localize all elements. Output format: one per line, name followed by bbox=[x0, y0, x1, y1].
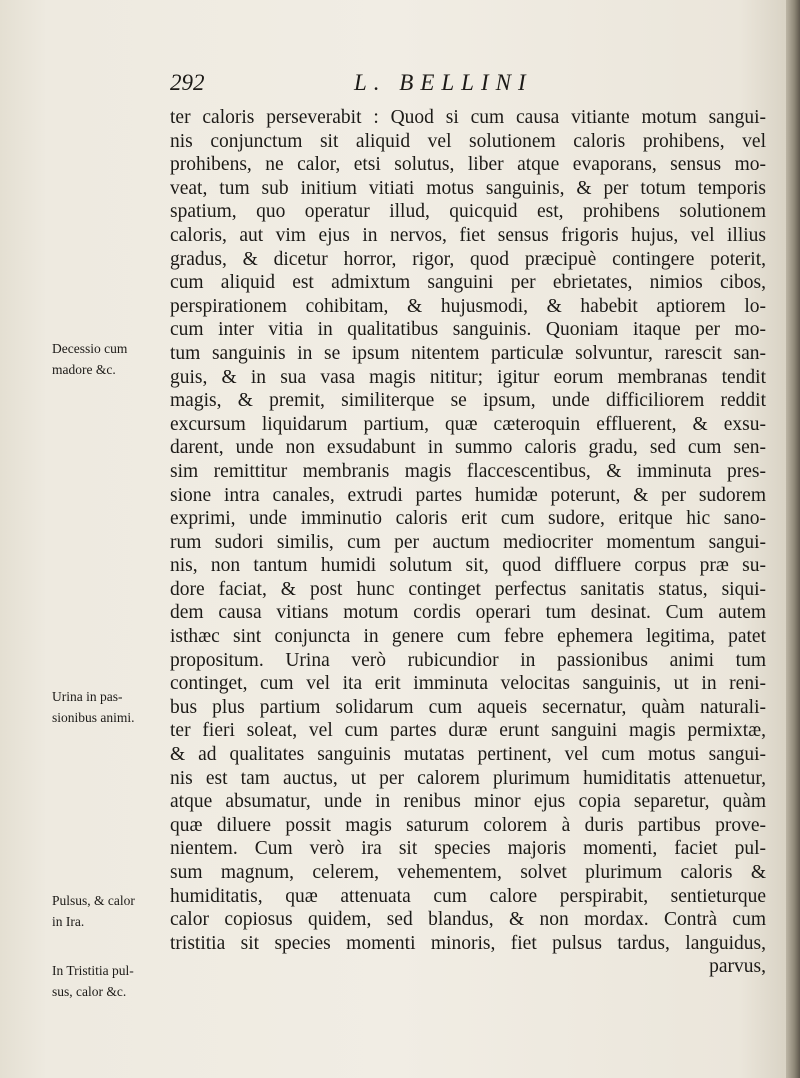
text-line: sione intra canales, extrudi partes humidæ poterunt, & per sudorem bbox=[170, 484, 766, 506]
text-line: exprimi, unde imminutio caloris erit cum sudore, eritque hic sano- bbox=[170, 508, 766, 530]
margin-note-line: Decessio cum bbox=[52, 341, 128, 356]
text-line: tum sanguinis in se ipsum nitentem particulæ solvuntur, rarescit san- bbox=[170, 342, 766, 364]
page-number: 292 bbox=[170, 70, 205, 95]
text-line: sim remittitur membranis magis flaccescentibus, & imminuta pres- bbox=[170, 460, 766, 482]
text-line: bus plus partium solidarum cum aqueis secernatur, quàm naturali- bbox=[170, 696, 766, 718]
text-line: dore faciat, & post hunc continget perfectus sanitatis status, siqui- bbox=[170, 578, 766, 600]
page-gutter-edge bbox=[786, 0, 800, 1078]
text-line: nis conjunctum sit aliquid vel solutionem caloris prohibens, vel bbox=[170, 130, 766, 152]
text-line: caloris, aut vim ejus in nervos, fiet sensus frigoris hujus, vel illius bbox=[170, 224, 766, 246]
text-line: spatium, quo operatur illud, quicquid est, prohibens solutionem bbox=[170, 201, 766, 223]
margin-note-tristitia bbox=[52, 960, 168, 1002]
text-line: veat, tum sub initium vitiati motus sanguinis, & per totum temporis bbox=[170, 177, 766, 199]
text-line: magis, & premit, similiterque se ipsum, unde difficiliorem reddit bbox=[170, 390, 766, 412]
text-line: humiditatis, quæ attenuata cum calore perspirabit, sentieturque bbox=[170, 885, 766, 907]
text-line: continget, cum vel ita erit imminuta velocitas sanguinis, ut in reni- bbox=[170, 673, 766, 695]
text-line: calor copiosus quidem, sed blandus, & non mordax. Contrà cum bbox=[170, 909, 766, 931]
text-line: nis est tam auctus, ut per calorem plurimum humiditatis attenuetur, bbox=[170, 767, 766, 789]
text-line: rum sudori similis, cum per auctum mediocriter momentum sangui- bbox=[170, 531, 766, 553]
text-line: ter caloris perseverabit : Quod si cum causa vitiante motum sangui- bbox=[170, 107, 766, 128]
text-line: cum inter vitia in qualitatibus sanguinis. Quoniam itaque per mo- bbox=[170, 319, 766, 341]
text-line: propositum. Urina verò rubicundior in passionibus animi tum bbox=[170, 649, 766, 671]
text-line: isthæc sint conjuncta in genere cum febre ephemera legitima, patet bbox=[170, 626, 766, 648]
text-line: dem causa vitians motum cordis operari tum desinat. Cum autem bbox=[170, 602, 766, 624]
running-head: L. BELLINI bbox=[354, 70, 533, 95]
text-line: perspirationem cohibitam, & hujusmodi, & habebit aptiorem lo- bbox=[170, 295, 766, 317]
margin-note-line: in Ira. bbox=[52, 914, 85, 929]
text-line: atque absumatur, unde in renibus minor ejus copia separetur, quàm bbox=[170, 791, 766, 813]
text-line: guis, & in sua vasa magis nititur; igitur eorum membranas tendit bbox=[170, 366, 766, 388]
text-line: parvus, bbox=[709, 956, 766, 978]
margin-note-line: sionibus animi. bbox=[52, 710, 135, 725]
text-line: quæ diluere possit magis saturum colorem à duris partibus prove- bbox=[170, 814, 766, 836]
page-header bbox=[170, 70, 770, 104]
body-text bbox=[170, 106, 766, 979]
text-line: cum aliquid est admixtum sanguini per ebrietates, nimios cibos, bbox=[170, 272, 766, 294]
margin-note-line: Urina in pas- bbox=[52, 689, 123, 704]
margin-note-decessio bbox=[52, 338, 168, 380]
text-line: nis, non tantum humidi solutum sit, quod diffluere corpus præ su- bbox=[170, 555, 766, 577]
text-line: sum magnum, celerem, vehementem, solvet plurimum caloris & bbox=[170, 862, 766, 883]
text-line: & ad qualitates sanguinis mutatas pertinent, vel cum motus sangui- bbox=[170, 744, 766, 766]
text-line: excursum liquidarum partium, quæ cæteroquin effluerent, & exsu- bbox=[170, 413, 766, 435]
text-line: nientem. Cum verò ira sit species majoris momenti, faciet pul- bbox=[170, 838, 766, 860]
margin-note-line: madore &c. bbox=[52, 362, 116, 377]
margin-note-urina bbox=[52, 686, 168, 728]
margin-note-line: In Tristitia pul- bbox=[52, 963, 134, 978]
text-line: darent, unde non exsudabunt in summo caloris gradu, sed cum sen- bbox=[170, 437, 766, 459]
text-line: prohibens, ne calor, etsi solutus, liber atque evaporans, sensus mo- bbox=[170, 154, 766, 176]
text-line: tristitia sit species momenti minoris, fiet pulsus tardus, languidus, bbox=[170, 932, 766, 954]
margin-note-line: Pulsus, & calor bbox=[52, 893, 135, 908]
margin-note-ira bbox=[52, 890, 168, 932]
margin-note-line: sus, calor &c. bbox=[52, 984, 127, 999]
text-line: gradus, & dicetur horror, rigor, quod præcipuè contingere poterit, bbox=[170, 248, 766, 270]
text-line: ter fieri soleat, vel cum partes duræ erunt sanguini magis permixtæ, bbox=[170, 720, 766, 742]
